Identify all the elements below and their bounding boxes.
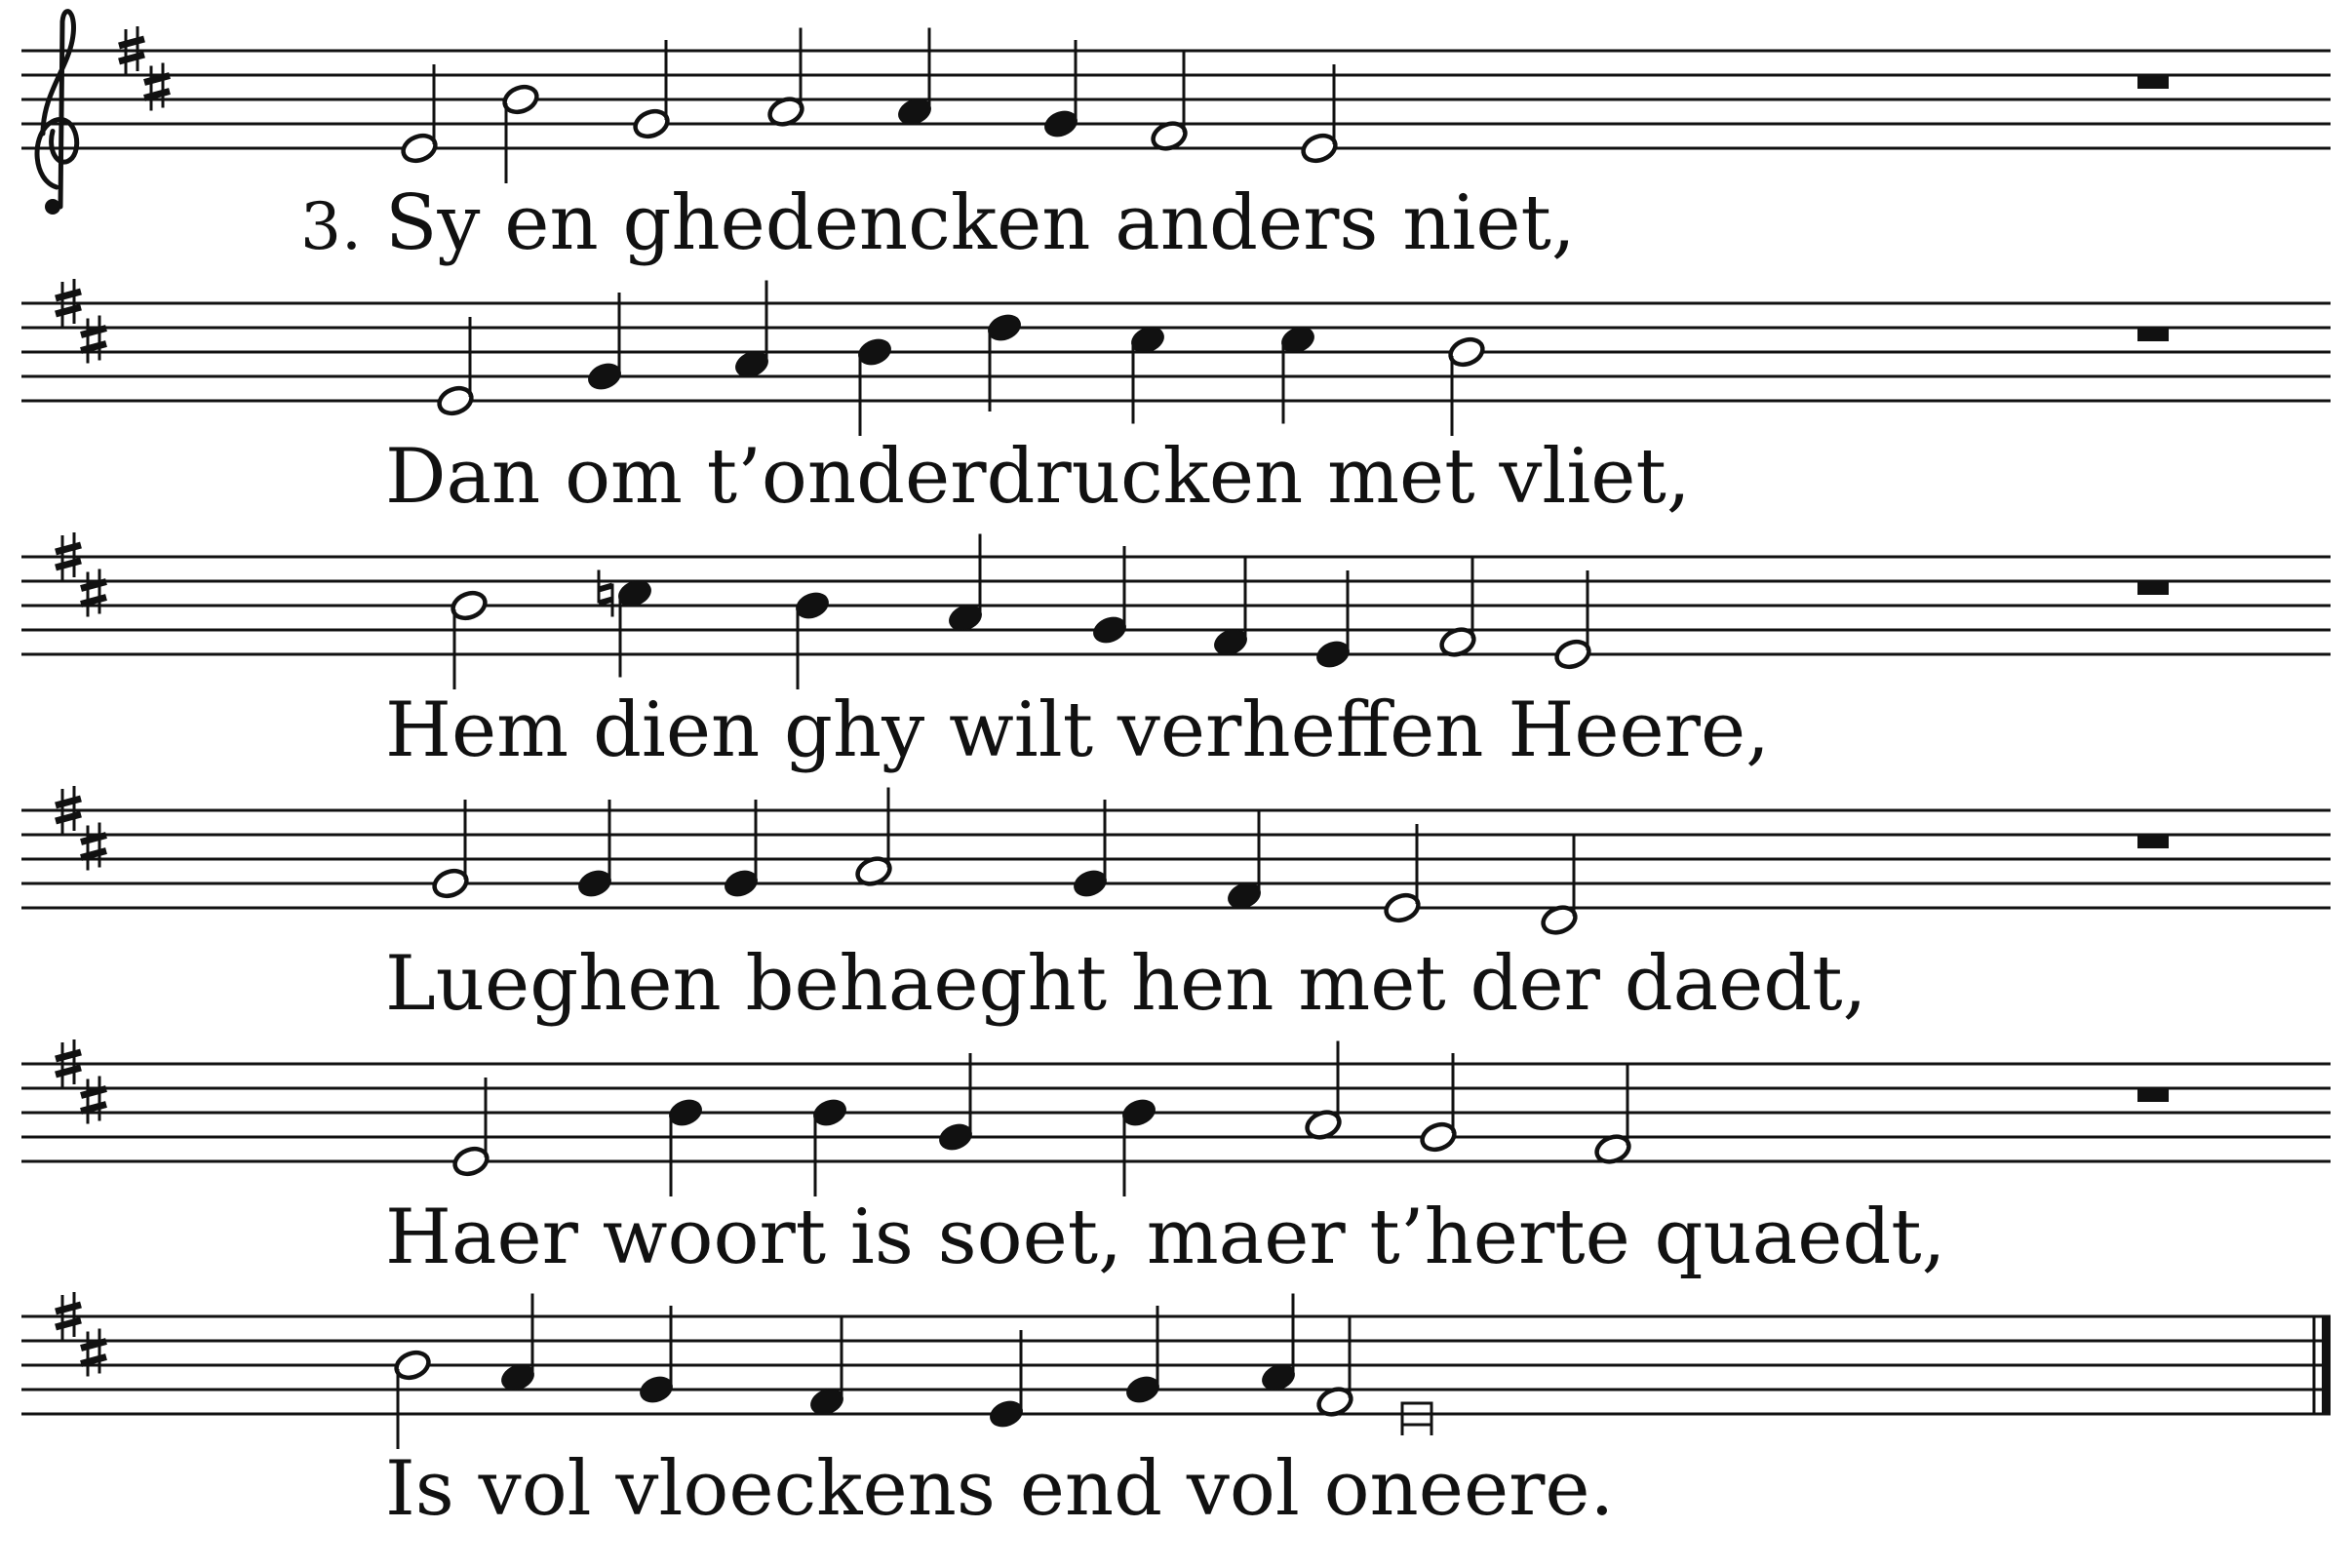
quarter-note — [666, 1096, 706, 1196]
rest-symbol — [2137, 835, 2169, 848]
quarter-note — [1071, 800, 1111, 900]
quarter-note — [1041, 40, 1081, 140]
half-note — [400, 64, 440, 165]
half-note — [632, 40, 672, 140]
sharp-sign — [81, 1329, 106, 1377]
staff-system — [21, 1039, 2331, 1281]
quarter-note — [855, 335, 895, 436]
quarter-note — [895, 28, 935, 129]
treble-clef-dot — [45, 199, 60, 215]
quarter-note — [793, 589, 833, 689]
quarter-note — [936, 1053, 976, 1154]
quarter-note — [1119, 1096, 1159, 1196]
quarter-note — [575, 800, 615, 900]
quarter-note — [585, 293, 625, 393]
lyric-line: Is vol vloeckens end vol oneere. — [385, 1445, 1615, 1533]
sharp-sign — [81, 1077, 106, 1124]
half-note — [1150, 53, 1190, 153]
half-note — [1540, 837, 1580, 937]
quarter-note — [637, 1306, 677, 1406]
quarter-note — [985, 311, 1025, 412]
quarter-note — [732, 281, 772, 381]
half-note — [1315, 1318, 1355, 1419]
quarter-note — [946, 534, 986, 635]
half-note — [436, 317, 476, 417]
rest-symbol — [2137, 1088, 2169, 1102]
half-note — [451, 1078, 491, 1178]
quarter-note — [807, 1318, 847, 1419]
rest-symbol — [2137, 75, 2169, 89]
lyric-line: Dan om t’onderdrucken met vliet, — [385, 433, 1691, 521]
lyric-line: Lueghen behaeght hen met der daedt, — [385, 940, 1867, 1028]
quarter-note — [1090, 546, 1130, 647]
lyric-line: Hem dien ghy wilt verheffen Heere, — [385, 686, 1770, 774]
staff-system — [21, 1292, 2331, 1533]
rest-symbol — [2137, 328, 2169, 341]
quarter-note — [498, 1294, 538, 1394]
quarter-note — [1278, 323, 1318, 423]
half-note — [393, 1349, 433, 1449]
lyric-line: Sy en ghedencken anders niet, — [385, 179, 1576, 267]
quarter-note — [1211, 559, 1251, 659]
half-note — [1383, 824, 1423, 924]
rest-symbol — [2137, 581, 2169, 595]
verse-number: 3. — [300, 189, 362, 264]
staff-system — [21, 532, 2331, 774]
quarter-note — [810, 1096, 850, 1196]
sharp-sign — [81, 569, 106, 617]
half-note — [1553, 570, 1593, 671]
sharp-sign — [144, 63, 170, 111]
sharp-sign — [81, 823, 106, 871]
quarter-note — [1313, 570, 1353, 671]
sharp-sign — [81, 316, 106, 364]
quarter-note — [987, 1330, 1027, 1431]
quarter-note — [1123, 1306, 1163, 1406]
staff-system — [21, 279, 2331, 521]
half-note — [766, 28, 806, 129]
staff-system — [21, 786, 2331, 1028]
quarter-note — [1225, 812, 1265, 913]
barline-thick — [2322, 1316, 2331, 1414]
half-note — [431, 800, 471, 900]
treble-clef — [37, 12, 77, 207]
half-note — [1419, 1053, 1459, 1154]
quarter-note — [599, 570, 654, 678]
quarter-note — [1259, 1294, 1299, 1394]
half-note — [1304, 1041, 1344, 1142]
natural-sign — [599, 570, 612, 617]
half-note — [854, 788, 894, 888]
lyric-line: Haer woort is soet, maer t’herte quaedt, — [385, 1194, 1946, 1281]
staff-system — [21, 12, 2331, 267]
longa-note — [1402, 1403, 1431, 1435]
half-note — [1593, 1066, 1633, 1166]
half-note — [501, 83, 541, 183]
quarter-note — [1128, 323, 1168, 423]
half-note — [450, 589, 490, 689]
quarter-note — [722, 800, 762, 900]
half-note — [1438, 559, 1478, 659]
half-note — [1447, 335, 1487, 436]
half-note — [1300, 64, 1340, 165]
